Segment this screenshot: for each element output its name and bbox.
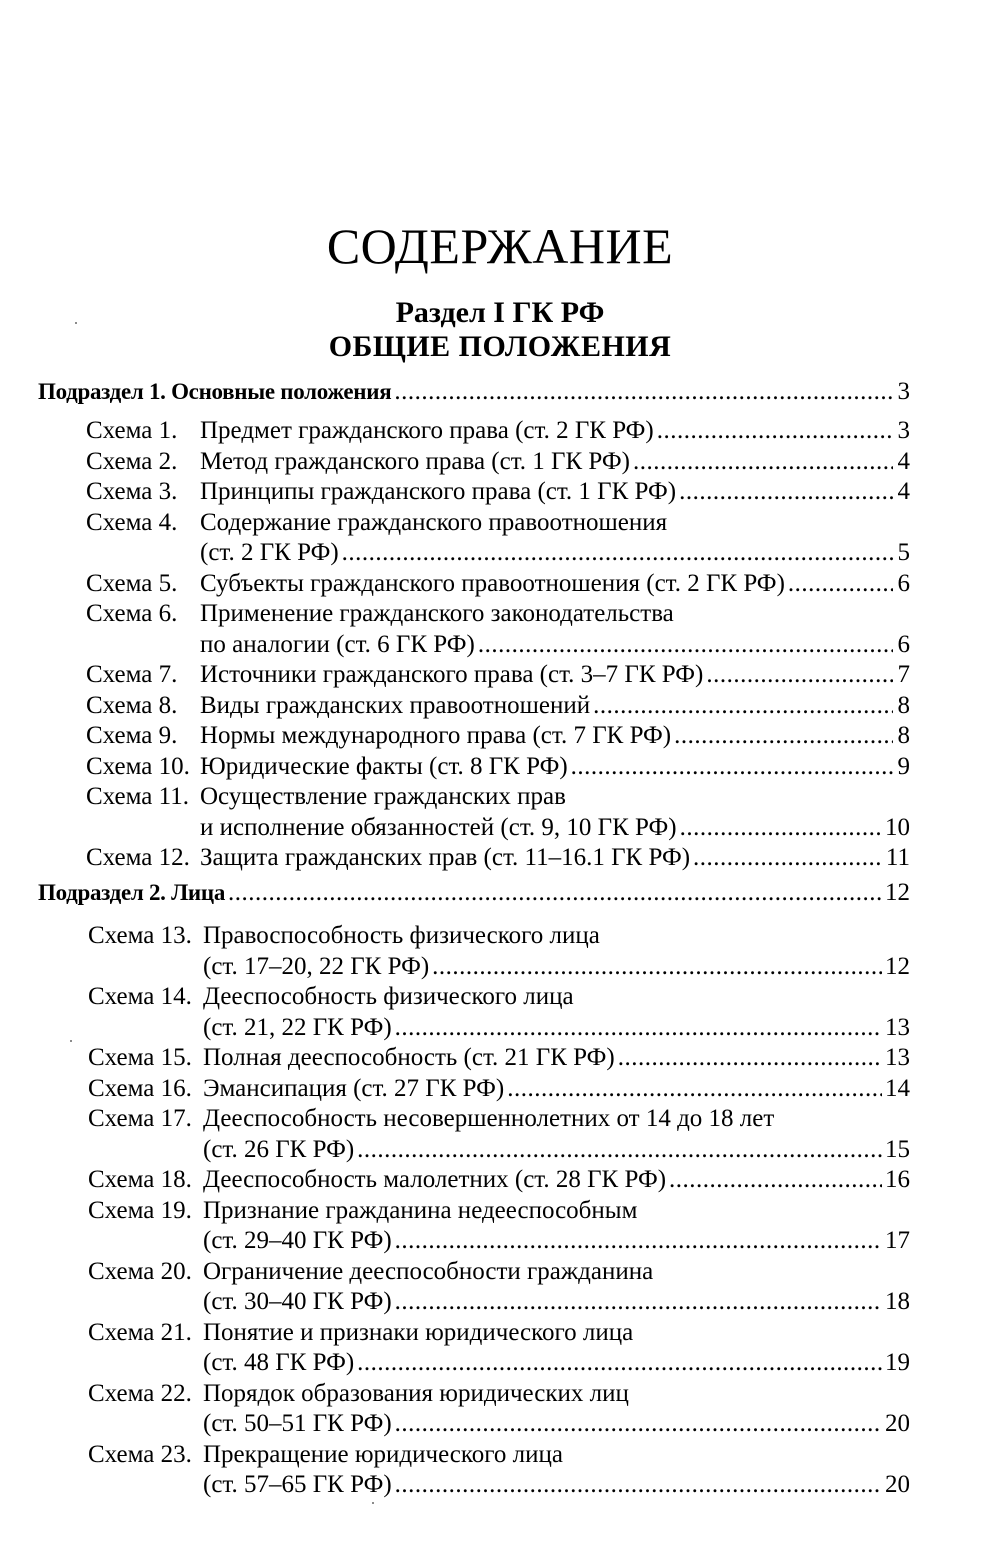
leader-dots bbox=[674, 721, 893, 751]
scheme-title-continuation: (ст. 30–40 ГК РФ) bbox=[203, 1288, 392, 1315]
leader-dots bbox=[357, 1348, 882, 1378]
leader-dots bbox=[228, 878, 882, 908]
scheme-title: Юридические факты (ст. 8 ГК РФ) bbox=[200, 752, 568, 780]
subsection-title: Подраздел 2. Лица bbox=[38, 880, 226, 905]
page-number: 7 bbox=[897, 661, 910, 688]
scheme-label: Схема 4. bbox=[86, 508, 178, 536]
scheme-label: Схема 8. bbox=[86, 691, 178, 719]
scheme-title: Нормы международного права (ст. 7 ГК РФ) bbox=[200, 722, 672, 749]
toc-item[interactable] bbox=[86, 569, 910, 599]
leader-dots bbox=[342, 538, 893, 568]
leader-dots bbox=[395, 1470, 882, 1500]
toc-item[interactable] bbox=[88, 1104, 910, 1134]
scheme-title: Дееспособность малолетних (ст. 28 ГК РФ) bbox=[203, 1166, 667, 1193]
page-number: 13 bbox=[885, 1044, 910, 1071]
scheme-label: Схема 2. bbox=[86, 447, 178, 475]
toc-subsection[interactable] bbox=[38, 878, 910, 908]
scheme-label: Схема 1. bbox=[86, 417, 178, 444]
scheme-label: Схема 17. bbox=[88, 1105, 192, 1132]
scheme-label: Схема 19. bbox=[88, 1196, 192, 1224]
scheme-title-continuation: (ст. 2 ГК РФ) bbox=[200, 539, 339, 566]
scheme-title: Прекращение юридического лица bbox=[203, 1440, 563, 1468]
scan-speck bbox=[372, 1502, 374, 1504]
toc-item[interactable] bbox=[86, 508, 910, 538]
toc-item[interactable] bbox=[88, 921, 910, 951]
scheme-label: Схема 11. bbox=[86, 783, 189, 810]
toc-item-continuation[interactable] bbox=[203, 1013, 910, 1043]
toc-item[interactable] bbox=[86, 843, 910, 873]
toc-item-continuation[interactable] bbox=[200, 630, 910, 660]
toc-item[interactable] bbox=[86, 752, 910, 782]
scheme-title: Дееспособность несовершеннолетних от 14 до 18 лет bbox=[203, 1105, 775, 1132]
leader-dots bbox=[571, 752, 893, 782]
page-number: 16 bbox=[885, 1166, 910, 1193]
leader-dots bbox=[633, 447, 893, 477]
toc-item-continuation[interactable] bbox=[203, 1226, 910, 1256]
page-number: 20 bbox=[885, 1410, 910, 1437]
scheme-title: Дееспособность физического лица bbox=[203, 983, 574, 1010]
toc-item[interactable] bbox=[88, 1043, 910, 1073]
page-number: 4 bbox=[897, 478, 910, 505]
leader-dots bbox=[357, 1135, 882, 1165]
page-number: 11 bbox=[885, 844, 910, 871]
scheme-title: Защита гражданских прав (ст. 11–16.1 ГК РФ) bbox=[200, 844, 691, 871]
toc-item[interactable] bbox=[88, 1165, 910, 1195]
scheme-title: Применение гражданского законодательства bbox=[200, 600, 674, 627]
leader-dots bbox=[395, 1226, 882, 1256]
page-title: СОДЕРЖАНИЕ bbox=[326, 218, 674, 274]
toc-item-continuation[interactable] bbox=[203, 1348, 910, 1378]
scheme-title-continuation: (ст. 50–51 ГК РФ) bbox=[203, 1410, 392, 1437]
scheme-label: Схема 6. bbox=[86, 600, 178, 627]
toc-item[interactable] bbox=[86, 782, 910, 812]
toc-item-continuation[interactable] bbox=[203, 1470, 910, 1500]
scheme-title-continuation: (ст. 26 ГК РФ) bbox=[203, 1135, 355, 1163]
scheme-label: Схема 18. bbox=[88, 1166, 192, 1193]
scheme-title: Признание гражданина недееспособным bbox=[203, 1196, 638, 1224]
scheme-label: Схема 20. bbox=[88, 1257, 192, 1285]
leader-dots bbox=[395, 1409, 882, 1439]
leader-dots bbox=[593, 691, 893, 721]
scheme-title: Полная дееспособность (ст. 21 ГК РФ) bbox=[203, 1044, 615, 1071]
page-number: 6 bbox=[897, 630, 910, 658]
scheme-title: Ограничение дееспособности гражданина bbox=[203, 1257, 654, 1285]
leader-dots bbox=[679, 477, 893, 507]
page-number: 5 bbox=[897, 539, 910, 566]
scan-speck bbox=[70, 1040, 72, 1042]
scheme-label: Схема 16. bbox=[88, 1074, 192, 1102]
scheme-title: Предмет гражданского права (ст. 2 ГК РФ) bbox=[200, 417, 654, 444]
leader-dots bbox=[432, 952, 882, 982]
scheme-title: Осуществление гражданских прав bbox=[200, 783, 566, 810]
scheme-title: Виды гражданских правоотношений bbox=[200, 691, 591, 719]
scheme-label: Схема 15. bbox=[88, 1044, 192, 1071]
scheme-label: Схема 23. bbox=[88, 1440, 192, 1468]
leader-dots bbox=[507, 1074, 882, 1104]
leader-dots bbox=[680, 813, 882, 843]
scheme-title-continuation: по аналогии (ст. 6 ГК РФ) bbox=[200, 630, 475, 658]
toc-item-continuation[interactable] bbox=[203, 1287, 910, 1317]
scheme-title: Принципы гражданского права (ст. 1 ГК РФ) bbox=[200, 478, 677, 505]
page-number: 3 bbox=[897, 417, 910, 444]
toc-item-continuation[interactable] bbox=[200, 538, 910, 568]
scheme-title: Понятие и признаки юридического лица bbox=[203, 1318, 634, 1346]
scheme-title-continuation: (ст. 57–65 ГК РФ) bbox=[203, 1471, 392, 1498]
page-number: 15 bbox=[885, 1135, 910, 1163]
scheme-label: Схема 13. bbox=[88, 922, 192, 949]
scheme-title: Эмансипация (ст. 27 ГК РФ) bbox=[203, 1074, 505, 1102]
toc-item[interactable] bbox=[86, 477, 910, 507]
page-number: 18 bbox=[885, 1288, 910, 1315]
scheme-label: Схема 10. bbox=[86, 752, 190, 780]
scheme-label: Схема 12. bbox=[86, 844, 190, 871]
page-number: 3 bbox=[897, 378, 910, 405]
toc-item-continuation[interactable] bbox=[203, 952, 910, 982]
toc-item[interactable] bbox=[86, 660, 910, 690]
scheme-label: Схема 14. bbox=[88, 983, 192, 1010]
part-name: ОБЩИЕ ПОЛОЖЕНИЯ bbox=[328, 330, 672, 363]
scheme-label: Схема 3. bbox=[86, 478, 178, 505]
toc-item[interactable] bbox=[86, 599, 910, 629]
scheme-title: Правоспособность физического лица bbox=[203, 922, 600, 949]
page-number: 4 bbox=[897, 447, 910, 475]
page-number: 8 bbox=[897, 691, 910, 719]
toc-item[interactable] bbox=[88, 1318, 910, 1348]
scheme-title: Порядок образования юридических лиц bbox=[203, 1379, 629, 1407]
scheme-title: Субъекты гражданского правоотношения (ст. 2 ГК РФ) bbox=[200, 569, 785, 597]
toc-item[interactable] bbox=[86, 447, 910, 477]
leader-dots bbox=[395, 1287, 882, 1317]
page-number: 9 bbox=[897, 752, 910, 780]
leader-dots bbox=[618, 1043, 882, 1073]
page-number: 10 bbox=[885, 813, 910, 841]
leader-dots bbox=[693, 843, 883, 873]
toc-item[interactable] bbox=[88, 1196, 910, 1226]
toc-item[interactable] bbox=[88, 1257, 910, 1287]
scheme-title-continuation: и исполнение обязанностей (ст. 9, 10 ГК РФ) bbox=[200, 813, 677, 841]
leader-dots bbox=[657, 416, 893, 446]
leader-dots bbox=[788, 569, 893, 599]
toc-item[interactable] bbox=[88, 1379, 910, 1409]
page-number: 6 bbox=[897, 569, 910, 597]
page-number: 12 bbox=[885, 879, 910, 906]
scan-speck bbox=[75, 322, 77, 324]
part-label: Раздел I ГК РФ bbox=[395, 296, 605, 329]
scheme-title-continuation: (ст. 48 ГК РФ) bbox=[203, 1349, 355, 1376]
toc-item-continuation[interactable] bbox=[203, 1409, 910, 1439]
page-number: 20 bbox=[885, 1471, 910, 1498]
toc-item-continuation[interactable] bbox=[200, 813, 910, 843]
page-number: 8 bbox=[897, 722, 910, 749]
toc-item[interactable] bbox=[88, 1074, 910, 1104]
scheme-label: Схема 7. bbox=[86, 661, 178, 688]
scheme-title: Источники гражданского права (ст. 3–7 ГК РФ) bbox=[200, 661, 704, 688]
page-number: 13 bbox=[885, 1013, 910, 1041]
toc-item[interactable] bbox=[86, 721, 910, 751]
leader-dots bbox=[706, 660, 893, 690]
leader-dots bbox=[395, 1013, 882, 1043]
leader-dots bbox=[478, 630, 893, 660]
scheme-label: Схема 21. bbox=[88, 1318, 192, 1346]
toc-item[interactable] bbox=[88, 1440, 910, 1470]
scheme-label: Схема 5. bbox=[86, 569, 178, 597]
scheme-label: Схема 9. bbox=[86, 722, 178, 749]
scheme-label: Схема 22. bbox=[88, 1379, 192, 1407]
toc-item[interactable] bbox=[88, 982, 910, 1012]
toc-item-continuation[interactable] bbox=[203, 1135, 910, 1165]
scheme-title: Содержание гражданского правоотношения bbox=[200, 508, 668, 536]
leader-dots bbox=[669, 1165, 882, 1195]
leader-dots bbox=[394, 377, 893, 407]
page-number: 14 bbox=[885, 1074, 910, 1102]
toc-item[interactable] bbox=[86, 691, 910, 721]
page-number: 17 bbox=[885, 1227, 910, 1254]
scheme-title-continuation: (ст. 29–40 ГК РФ) bbox=[203, 1227, 392, 1254]
toc-subsection[interactable] bbox=[38, 377, 910, 407]
page-number: 19 bbox=[885, 1349, 910, 1376]
scheme-title: Метод гражданского права (ст. 1 ГК РФ) bbox=[200, 447, 630, 475]
scheme-title-continuation: (ст. 21, 22 ГК РФ) bbox=[203, 1013, 392, 1041]
subsection-title: Подраздел 1. Основные положения bbox=[38, 379, 392, 404]
scheme-title-continuation: (ст. 17–20, 22 ГК РФ) bbox=[203, 952, 430, 980]
page-number: 12 bbox=[885, 952, 910, 980]
toc-item[interactable] bbox=[86, 416, 910, 446]
